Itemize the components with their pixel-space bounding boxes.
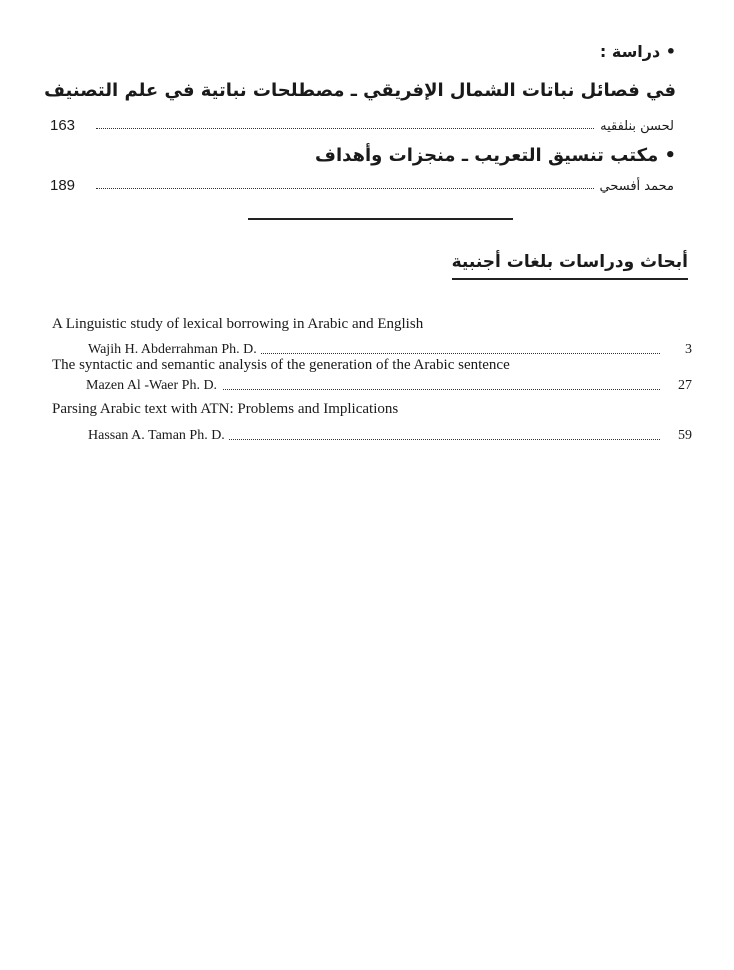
ar-entry-row-1: [50, 112, 674, 134]
en-entry-title-1: A Linguistic study of lexical borrowing in Arabic and English: [52, 316, 424, 332]
en-entry-page-3: 59: [678, 428, 692, 443]
ar-entry-row-2: [50, 172, 674, 194]
en-entry-author-1: Wajih H. Abderrahman Ph. D.: [88, 342, 257, 357]
leader-dots: [261, 352, 660, 354]
study-heading: • دراسة :: [599, 42, 676, 61]
ar-entry-page-2: 189: [50, 177, 76, 194]
ar-entry-page-1: 163: [50, 117, 76, 134]
en-entry-title-2: The syntactic and semantic analysis of the generation of the Arabic sentence: [52, 357, 510, 373]
en-entry-page-1: 3: [685, 342, 692, 357]
leader-dots: [96, 127, 594, 129]
en-entry-row-2: [88, 376, 692, 394]
ar-entry-title-1: في فصائل نباتات الشمال الإفريقي ـ مصطلحات نباتية في علم التصنيف: [44, 80, 676, 101]
section-divider: [248, 218, 513, 220]
en-entry-row-3: [88, 426, 692, 444]
leader-dots: [229, 438, 660, 440]
ar-entry-author-2: محمد أفسحي: [599, 179, 674, 194]
en-entry-author-3: Hassan A. Taman Ph. D.: [88, 428, 225, 443]
ar-entry-title-2: • مكتب تنسيق التعريب ـ منجزات وأهداف: [315, 145, 676, 166]
foreign-section-heading: أبحاث ودراسات بلغات أجنبية: [452, 252, 688, 280]
en-entry-title-3: Parsing Arabic text with ATN: Problems and Implications: [52, 401, 399, 417]
en-entry-author-2: Mazen Al -Waer Ph. D.: [86, 378, 218, 393]
leader-dots: [96, 187, 594, 189]
en-entry-row-1: [88, 340, 692, 358]
ar-entry-author-1: لحسن بنلفقيه: [600, 119, 674, 134]
en-entry-page-2: 27: [678, 378, 692, 393]
leader-dots: [223, 388, 660, 390]
